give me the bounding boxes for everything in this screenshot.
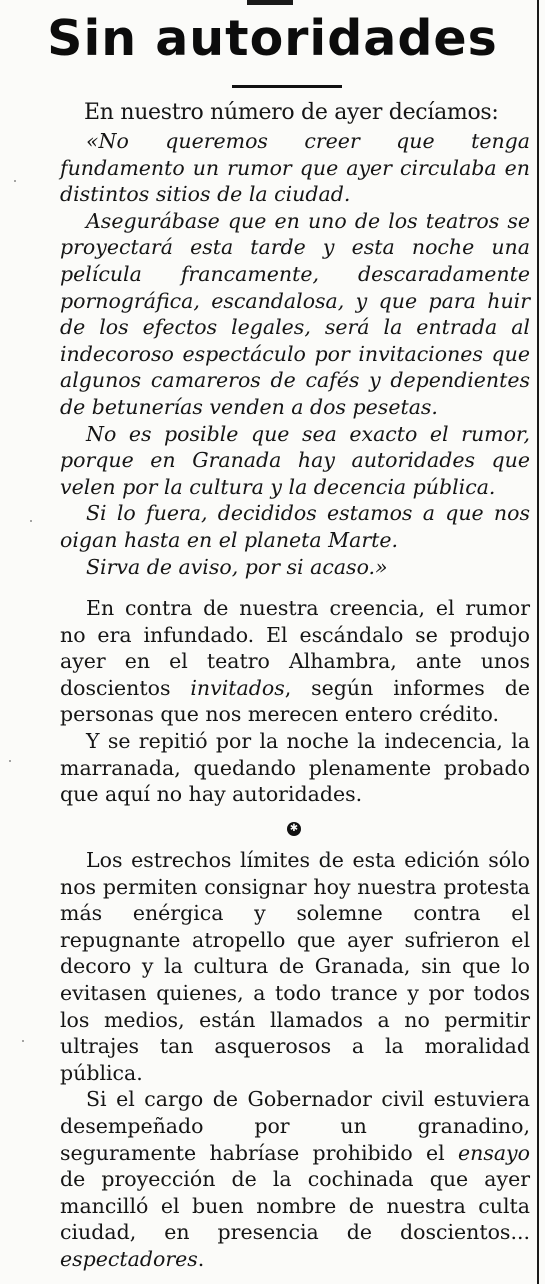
section-ornament-icon: ✱	[287, 822, 301, 836]
quote-paragraph-3: No es posible que sea exacto el rumor, porque en Granada hay autoridades que velen por la cultura y la decencia pública.	[60, 421, 530, 499]
scan-speck	[30, 520, 32, 522]
article-title: Sin autoridades	[47, 10, 498, 67]
scan-speck	[22, 1040, 24, 1042]
quote-paragraph-2: Asegurábase que en uno de los teatros se proyectará esta tarde y esta noche una película francamente, descaradamente pornográfica, escandalosa, y que para huir de los efectos legales, será la entrada al indecoroso espectáculo por invitaciones que algunos camareros de cafés y dependientes de betunerías venden a dos pesetas.	[60, 208, 530, 419]
italic-run: ensayo	[457, 1140, 530, 1165]
body-paragraph-4	[60, 1086, 530, 1272]
column-rule	[537, 0, 539, 1284]
text-run: Si el cargo de Gobernador civil estuviera desempeñado por un granadino, seguramente habríase prohibido el	[60, 1087, 530, 1165]
title-underline	[232, 85, 342, 88]
scan-speck	[14, 180, 16, 182]
body-paragraph-2: Y se repitió por la noche la indecencia, la marranada, quedando plenamente probado que aquí no hay autoridades.	[60, 728, 530, 807]
body-paragraph-3: Los estrechos límites de esta edición sólo nos permiten consignar hoy nuestra protesta más enérgica y solemne contra el repugnante atropello que ayer sufrieron el decoro y la cultura de Granada, sin que lo evitasen quienes, a todo trance y por todos los medios, están llamados a no permitir ultrajes tan asquerosos a la moralidad pública.	[60, 848, 530, 1085]
body-section-2	[60, 847, 530, 1273]
text-run: En contra de nuestra creencia, el rumor no era infundado. El escándalo se produjo ayer en el teatro Alhambra, ante unos doscientos	[60, 596, 530, 700]
italic-run: invitados	[190, 675, 285, 700]
quoted-block	[60, 128, 530, 580]
body-paragraph-1	[60, 595, 530, 728]
quote-paragraph-4: Si lo fuera, decididos estamos a que nos oigan hasta en el planeta Marte.	[60, 501, 530, 552]
top-rule-mark	[247, 0, 293, 5]
scan-speck	[9, 760, 11, 762]
quote-paragraph-5: Sirva de aviso, por si acaso.»	[86, 554, 388, 579]
lead-text: En nuestro número de ayer decíamos:	[84, 100, 499, 125]
quote-paragraph-1: «No queremos creer que tenga fundamento un rumor que ayer circulaba en distintos sitios de la ciudad.	[60, 129, 530, 207]
text-run: de proyección de la cochinada que ayer mancilló el buen nombre de nuestra culta ciudad, en presencia de doscientos...	[60, 1167, 530, 1245]
text-run: .	[197, 1246, 205, 1271]
body-section-1	[60, 595, 530, 808]
lead-line	[60, 100, 530, 127]
text-run: , según informes de personas que nos merecen entero crédito.	[60, 675, 530, 727]
italic-run: espectadores	[60, 1246, 198, 1271]
